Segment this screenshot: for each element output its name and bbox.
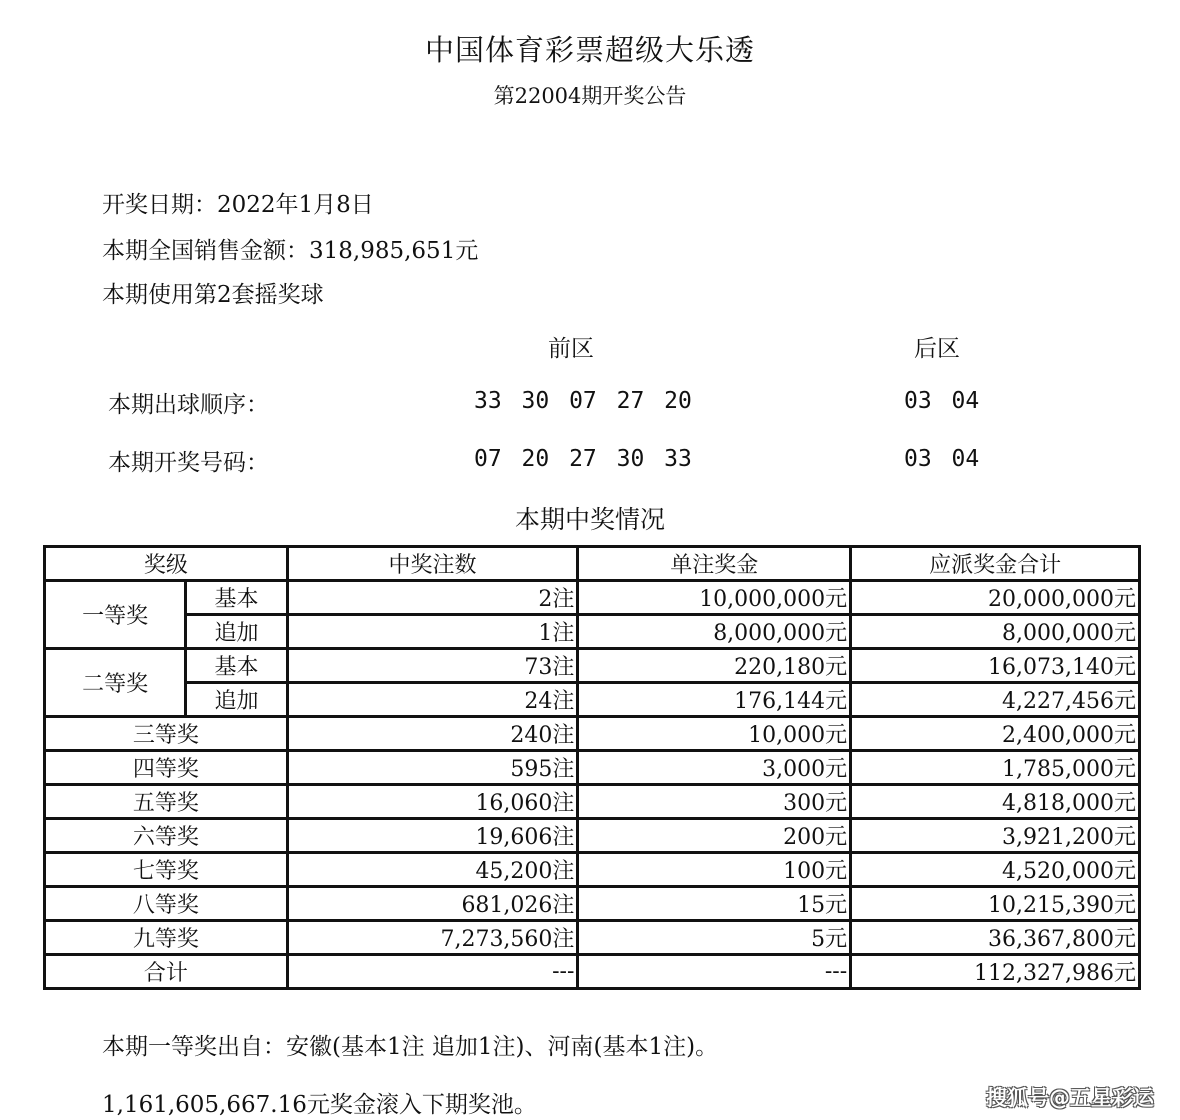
first-prize-origin: 本期一等奖出自：安徽(基本1注 追加1注)、河南(基本1注)。 [102,1034,719,1060]
total-prize: 20,000,000元 [851,581,1140,615]
win-count: 595注 [287,751,578,785]
page-title: 中国体育彩票超级大乐透 [424,33,755,67]
sum-total: 112,327,986元 [851,955,1140,989]
winning-front-numbers: 07 20 27 30 33 [474,446,692,472]
table-row [45,581,1140,615]
win-count: 681,026注 [287,887,578,921]
win-count: 16,060注 [287,785,578,819]
header-count: 中奖注数 [287,547,578,581]
sum-single: --- [578,955,851,989]
table-row [45,649,1140,683]
total-prize: 36,367,800元 [851,921,1140,955]
sub-level: 追加 [186,683,287,717]
table-row [45,853,1140,887]
first-prize-label: 一等奖 [45,581,186,649]
back-zone-heading: 后区 [914,336,960,362]
winning-back-numbers: 03 04 [904,446,980,472]
win-count: 7,273,560注 [287,921,578,955]
single-prize: 176,144元 [578,683,851,717]
jackpot-rollover: 1,161,605,667.16元奖金滚入下期奖池。 [102,1092,537,1118]
single-prize: 220,180元 [578,649,851,683]
page-subtitle: 第22004期开奖公告 [493,84,687,108]
prize-level: 六等奖 [45,819,288,853]
single-prize: 200元 [578,819,851,853]
sub-level: 基本 [186,581,287,615]
total-prize: 4,520,000元 [851,853,1140,887]
win-count: 19,606注 [287,819,578,853]
total-prize: 8,000,000元 [851,615,1140,649]
table-row [45,785,1140,819]
table-row [45,819,1140,853]
win-count: 24注 [287,683,578,717]
sum-label: 合计 [45,955,288,989]
single-prize: 5元 [578,921,851,955]
watermark: 搜狐号@五星彩运 [986,1086,1154,1110]
table-row [45,887,1140,921]
table-row [45,751,1140,785]
header-level: 奖级 [45,547,288,581]
sum-count: --- [287,955,578,989]
single-prize: 300元 [578,785,851,819]
draw-order-label: 本期出球顺序： [108,392,269,418]
win-count: 73注 [287,649,578,683]
total-prize: 2,400,000元 [851,717,1140,751]
single-prize: 3,000元 [578,751,851,785]
win-count: 1注 [287,615,578,649]
sub-level: 基本 [186,649,287,683]
draw-date: 开奖日期：2022年1月8日 [102,192,374,218]
prize-section-heading: 本期中奖情况 [514,505,665,534]
total-prize: 3,921,200元 [851,819,1140,853]
winning-numbers-label: 本期开奖号码： [108,450,269,476]
single-prize: 100元 [578,853,851,887]
sub-level: 追加 [186,615,287,649]
total-prize: 10,215,390元 [851,887,1140,921]
sales-amount: 本期全国销售金额：318,985,651元 [102,238,479,264]
single-prize: 8,000,000元 [578,615,851,649]
table-row [45,615,1140,649]
total-prize: 4,818,000元 [851,785,1140,819]
prize-level: 四等奖 [45,751,288,785]
win-count: 2注 [287,581,578,615]
table-sum-row [45,955,1140,989]
prize-level: 五等奖 [45,785,288,819]
total-prize: 4,227,456元 [851,683,1140,717]
draw-order-back-numbers: 03 04 [904,388,980,414]
table-row [45,717,1140,751]
single-prize: 15元 [578,887,851,921]
draw-order-front-numbers: 33 30 07 27 20 [474,388,692,414]
header-total: 应派奖金合计 [851,547,1140,581]
total-prize: 1,785,000元 [851,751,1140,785]
prize-table [43,545,1141,990]
win-count: 45,200注 [287,853,578,887]
front-zone-heading: 前区 [548,336,594,362]
single-prize: 10,000,000元 [578,581,851,615]
header-single: 单注奖金 [578,547,851,581]
prize-level: 七等奖 [45,853,288,887]
table-row [45,921,1140,955]
total-prize: 16,073,140元 [851,649,1140,683]
ball-set-info: 本期使用第2套摇奖球 [102,282,324,308]
table-header-row [45,547,1140,581]
second-prize-label: 二等奖 [45,649,186,717]
prize-level: 九等奖 [45,921,288,955]
prize-level: 八等奖 [45,887,288,921]
prize-level: 三等奖 [45,717,288,751]
table-row [45,683,1140,717]
single-prize: 10,000元 [578,717,851,751]
win-count: 240注 [287,717,578,751]
